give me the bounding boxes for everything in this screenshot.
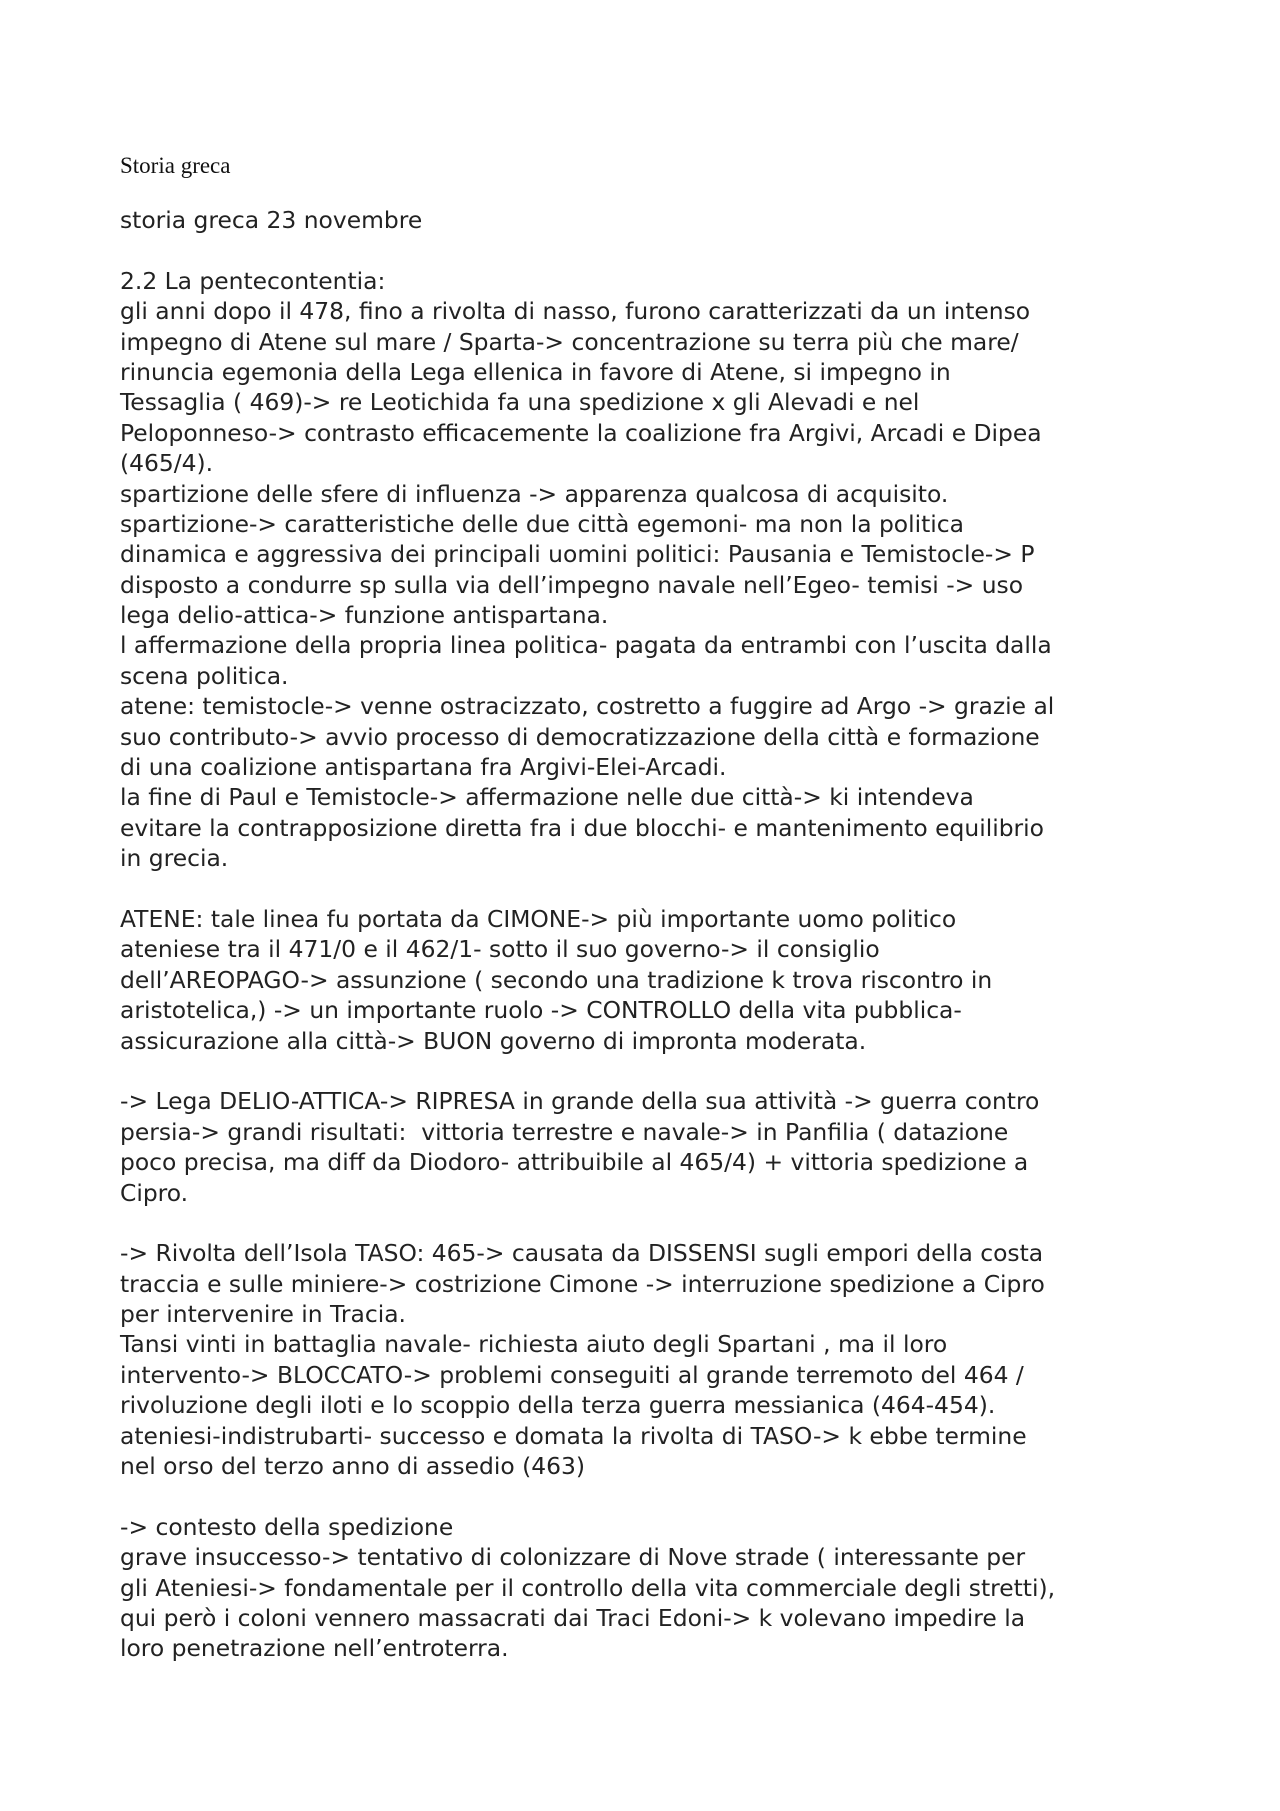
text-line: la fine di Paul e Temistocle-> affermazione nelle due città-> ki intendeva [120, 783, 974, 812]
text-line: lega delio-attica-> funzione antispartana. [120, 601, 609, 630]
blank-line [120, 874, 1180, 904]
text-line: gli anni dopo il 478, fino a rivolta di nasso, furono caratterizzati da un intenso [120, 297, 1031, 326]
blank-line [120, 1056, 1180, 1086]
text-line: disposto a condurre sp sulla via dell’impegno navale nell’Egeo- temisi -> uso [120, 570, 1024, 599]
text-line: qui però i coloni vennero massacrati dai Traci Edoni-> k volevano impedire la [120, 1603, 1026, 1632]
text-line: atene: temistocle-> venne ostracizzato, costretto a fuggire ad Argo -> grazie al [120, 692, 1055, 721]
text-line: rinuncia egemonia della Lega ellenica in favore di Atene, si impegno in [120, 357, 951, 386]
text-line: traccia e sulle miniere-> costrizione Cimone -> interruzione spedizione a Cipro [120, 1269, 1045, 1298]
text-line: Cipro. [120, 1178, 189, 1207]
text-line: ateniesi-indistrubarti- successo e domata la rivolta di TASO-> k ebbe termine [120, 1421, 1027, 1450]
text-line: spartizione-> caratteristiche delle due città egemoni- ma non la politica [120, 509, 964, 538]
text-line: intervento-> BLOCCATO-> problemi conseguiti al grande terremoto del 464 / [120, 1360, 1024, 1389]
text-line: spartizione delle sfere di influenza -> apparenza qualcosa di acquisito. [120, 479, 949, 508]
text-line: loro penetrazione nell’entroterra. [120, 1634, 509, 1663]
text-line: gli Ateniesi-> fondamentale per il controllo della vita commerciale degli stretti), [120, 1573, 1056, 1602]
text-line: grave insuccesso-> tentativo di colonizzare di Nove strade ( interessante per [120, 1543, 1026, 1572]
text-line: ATENE: tale linea fu portata da CIMONE-> più importante uomo politico [120, 904, 957, 933]
text-line: assicurazione alla città-> BUON governo di impronta moderata. [120, 1026, 867, 1055]
blank-line [120, 235, 1180, 265]
text-line: l affermazione della propria linea politica- pagata da entrambi con l’uscita dalla [120, 631, 1052, 660]
text-line: -> contesto della spedizione [120, 1512, 454, 1541]
text-line: aristotelica,) -> un importante ruolo -> CONTROLLO della vita pubblica- [120, 996, 962, 1025]
text-line: (465/4). [120, 449, 214, 478]
text-line: ateniese tra il 471/0 e il 462/1- sotto il suo governo-> il consiglio [120, 935, 880, 964]
text-line: storia greca 23 novembre [120, 206, 423, 234]
text-line: scena politica. [120, 661, 289, 690]
text-line: Peloponneso-> contrasto efficacemente la coalizione fra Argivi, Arcadi e Dipea [120, 418, 1042, 447]
text-line: dinamica e aggressiva dei principali uomini politici: Pausania e Temistocle-> P [120, 540, 1035, 569]
text-line: Tansi vinti in battaglia navale- richiesta aiuto degli Spartani , ma il loro [120, 1330, 948, 1359]
blank-line [120, 1208, 1180, 1238]
text-line: Tessaglia ( 469)-> re Leotichida fa una spedizione x gli Alevadi e nel [120, 388, 920, 417]
text-line: persia-> grandi risultati: vittoria terrestre e navale-> in Panfilia ( datazione [120, 1117, 1009, 1146]
text-line: evitare la contrapposizione diretta fra i due blocchi- e mantenimento equilibrio [120, 813, 1044, 842]
document-header: Storia greca [120, 153, 231, 178]
text-line: poco precisa, ma diff da Diodoro- attribuibile al 465/4) + vittoria spedizione a [120, 1148, 1029, 1177]
text-line: suo contributo-> avvio processo di democratizzazione della città e formazione [120, 722, 1040, 751]
text-line: 2.2 La pentecontentia: [120, 266, 386, 295]
text-line: impegno di Atene sul mare / Sparta-> concentrazione su terra più che mare/ [120, 327, 1019, 356]
text-line: -> Lega DELIO-ATTICA-> RIPRESA in grande della sua attività -> guerra contro [120, 1087, 1040, 1116]
document-body [120, 205, 1180, 1664]
text-line: dell’AREOPAGO-> assunzione ( secondo una tradizione k trova riscontro in [120, 965, 993, 994]
text-line: rivoluzione degli iloti e lo scoppio della terza guerra messianica (464-454). [120, 1391, 996, 1420]
text-line: di una coalizione antispartana fra Argivi-Elei-Arcadi. [120, 753, 727, 782]
blank-line [120, 1481, 1180, 1511]
text-line: -> Rivolta dell’Isola TASO: 465-> causata da DISSENSI sugli empori della costa [120, 1239, 1044, 1268]
text-line: per intervenire in Tracia. [120, 1300, 406, 1329]
text-line: in grecia. [120, 844, 229, 873]
text-line: nel orso del terzo anno di assedio (463) [120, 1452, 585, 1481]
